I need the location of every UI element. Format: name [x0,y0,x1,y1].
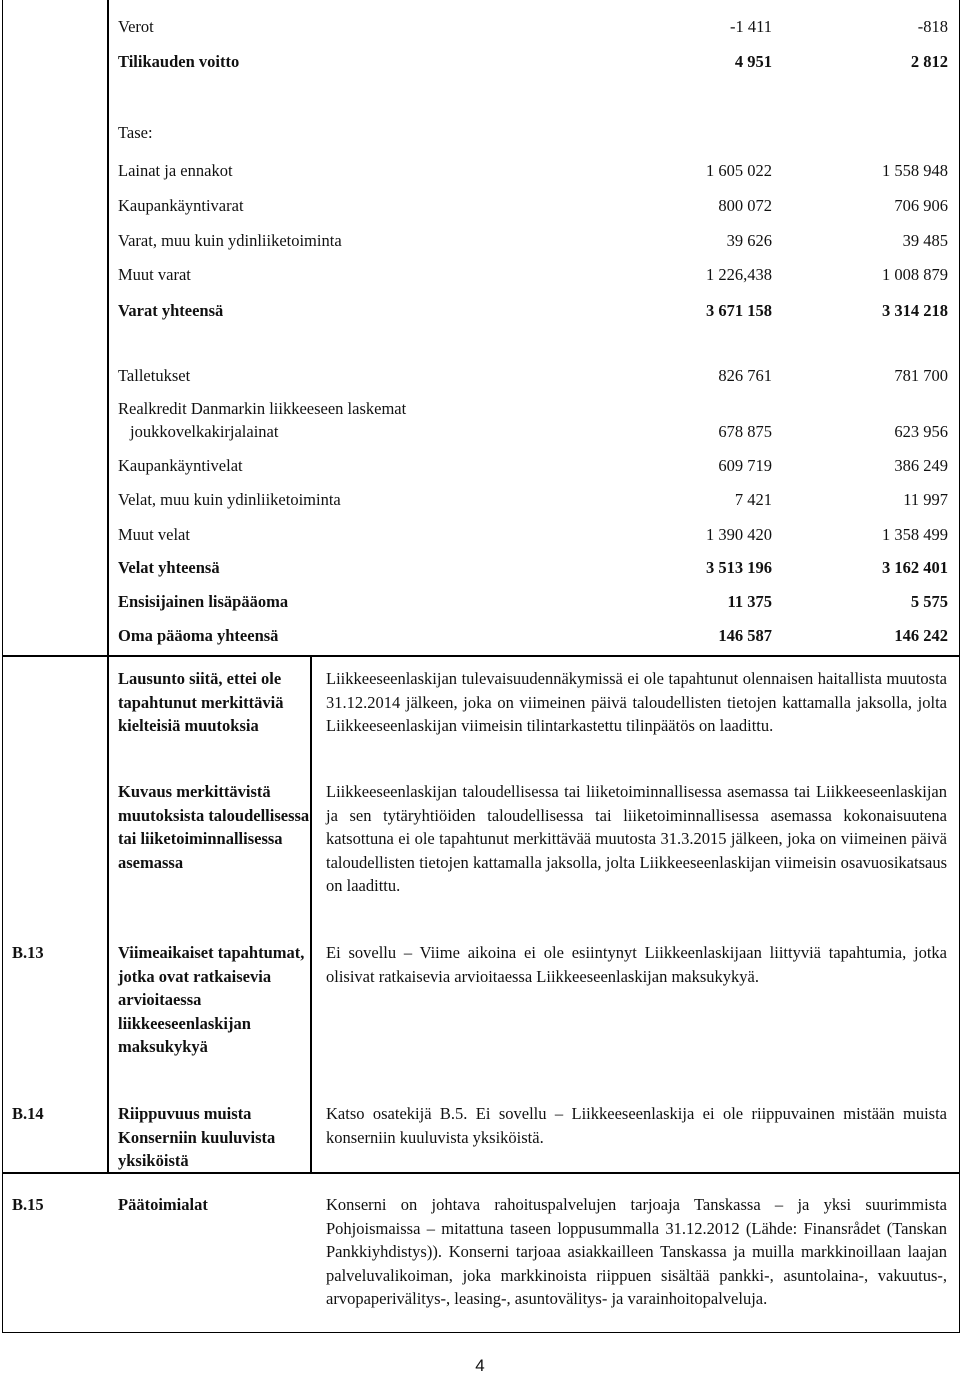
section-label: Riippuvuus muista Konserniin kuuluvista yksiköistä [118,1104,276,1170]
value-2015: 39 626 [726,231,772,250]
value-2015: -1 411 [729,17,772,36]
section-text: Katso osatekijä B.5. Ei sovellu – Liikkeeseenlaskija ei ole riippuvainen mistään muista konserniin kuuluvista yksiköistä. [326,1104,947,1147]
row-label: Verot [118,17,154,36]
column-divider-id [107,0,109,1172]
fin-row-asset [118,300,948,322]
value-2014: 11 997 [903,490,948,509]
value-2015: 609 719 [718,456,772,475]
value-2014: 781 700 [894,366,948,385]
value-2014: 3 162 401 [882,558,948,577]
value-2015: 678 875 [718,422,772,441]
value-2014: 623 956 [894,422,948,441]
row-divider-fin [2,655,960,657]
section-id: B.15 [12,1195,44,1214]
value-2014: 1 558 948 [882,161,948,180]
fin-row-liability [118,591,948,613]
value-2014: 386 249 [894,456,948,475]
section-label: Viimeaikaiset tapahtumat, jotka ovat ratkaisevia arvioitaessa liikkeeseenlaskijan maksukykyä [118,943,305,1056]
value-2014: 706 906 [894,196,948,215]
row-label: Velat yhteensä [118,558,220,577]
section-label: Päätoimialat [118,1195,208,1214]
balance-heading: Tase: [118,123,153,142]
value-2014: 1 358 499 [882,525,948,544]
row-label: Ensisijainen lisäpääoma [118,592,289,611]
row-label: Varat yhteensä [118,301,224,320]
value-2015: 146 587 [718,626,772,645]
fin-row-liability [118,625,948,647]
value-2015: 1 226,438 [706,265,772,284]
fin-row-taxes [118,16,948,38]
value-2015: 7 421 [734,490,772,509]
section-id: B.14 [12,1104,44,1123]
row-label: Realkredit Danmarkin liikkeeseen laskemat [118,399,407,418]
section-text: Konserni on johtava rahoituspalvelujen tarjoaja Tanskassa – ja yksi suurimmista Pohjoismaissa – mitattuna taseen loppusummalla 31.12.2012 (Lähde: Finansrådet (Tanskan Pankkiyhdistys)). Konserni tarjoaa asiakkailleen Tanskassa ja muilla markkinoillaan laajan palveluvalikoiman, joka markkinoista riippuen sisältää pankki-, asuntolaina-, vakuutus-, arvopaperivälitys-, leasing-, asuntovälitys- ja varainhoitopalveluja. [326,1195,947,1308]
fin-row-liability [118,524,948,546]
value-2015: 4 951 [734,52,772,71]
row-label: Muut varat [118,265,191,284]
value-2014: 39 485 [902,231,948,250]
section-text: Liikkeeseenlaskijan tulevaisuudennäkymissä ei ole tapahtunut olennaisen haitallista muutosta 31.12.2014 jälkeen, joka on viimeinen päivä taloudellisten tietojen kattamalla jaksolla, jolta Liikkeeseenlaskijan viimeisin tilintarkastettu tilinpäätös on laadittu. [326,669,947,735]
row-label: Velat, muu kuin ydinliiketoiminta [118,490,341,509]
fin-row-profit [118,51,948,73]
row-label: Lainat ja ennakot [118,161,233,180]
value-2014: 5 575 [910,592,948,611]
value-2014: 146 242 [894,626,948,645]
value-2014: 3 314 218 [882,301,948,320]
page-number: 4 [475,1356,485,1375]
section-id: B.13 [12,943,44,962]
fin-row-liability [118,399,948,456]
row-label: Kaupankäyntivarat [118,196,244,215]
value-2015: 3 513 196 [706,558,772,577]
value-2015: 826 761 [718,366,772,385]
row-label: Varat, muu kuin ydinliiketoiminta [118,231,342,250]
fin-row-liability [118,489,948,511]
row-label: Oma pääoma yhteensä [118,626,279,645]
fin-row-asset [118,160,948,182]
value-2015: 1 390 420 [706,525,772,544]
value-2015: 11 375 [727,592,772,611]
value-2015: 3 671 158 [706,301,772,320]
section-text: Liikkeeseenlaskijan taloudellisessa tai liiketoiminnallisessa asemassa tai Liikkeeseenlaskijan ja sen tytäryhtiöiden taloudellisessa tai liiketoiminnallisessa asemassa kokonaisuutena katsottuna ei ole tapahtunut merkittävää muutosta 31.3.2015 jälkeen, joka on viimeinen päivä taloudellisten tietojen kattamalla jaksolla, jolta Liikkeeseenlaskijan viimeisin osavuosikatsaus on laadittu. [326,782,947,895]
fin-row-asset [118,264,948,286]
fin-row-liability [118,455,948,477]
value-2014: -818 [917,17,948,36]
row-label-cont: joukkovelkakirjalainat [130,422,279,441]
row-label: Muut velat [118,525,190,544]
column-divider-label [310,656,312,1172]
row-label: Kaupankäyntivelat [118,456,243,475]
row-label: Talletukset [118,366,191,385]
value-2014: 2 812 [910,52,948,71]
fin-row-asset [118,230,948,252]
fin-row-liability [118,365,948,387]
section-label: Kuvaus merkittävistä muutoksista taloudellisessa tai liiketoiminnallisessa asemassa [118,782,310,872]
value-2014: 1 008 879 [882,265,948,284]
value-2015: 800 072 [718,196,772,215]
fin-row-asset [118,195,948,217]
section-text: Ei sovellu – Viime aikoina ei ole esiintynyt Liikkeenlaskijaan liittyviä tapahtumia, jotka olisivat ratkaisevia arvioitaessa Liikkeeseenlaskijan maksukykyä. [326,943,947,986]
row-label: Tilikauden voitto [118,52,240,71]
section-label: Lausunto siitä, ettei ole tapahtunut merkittäviä kielteisiä muutoksia [118,669,284,735]
value-2015: 1 605 022 [706,161,772,180]
fin-row-liability [118,557,948,579]
